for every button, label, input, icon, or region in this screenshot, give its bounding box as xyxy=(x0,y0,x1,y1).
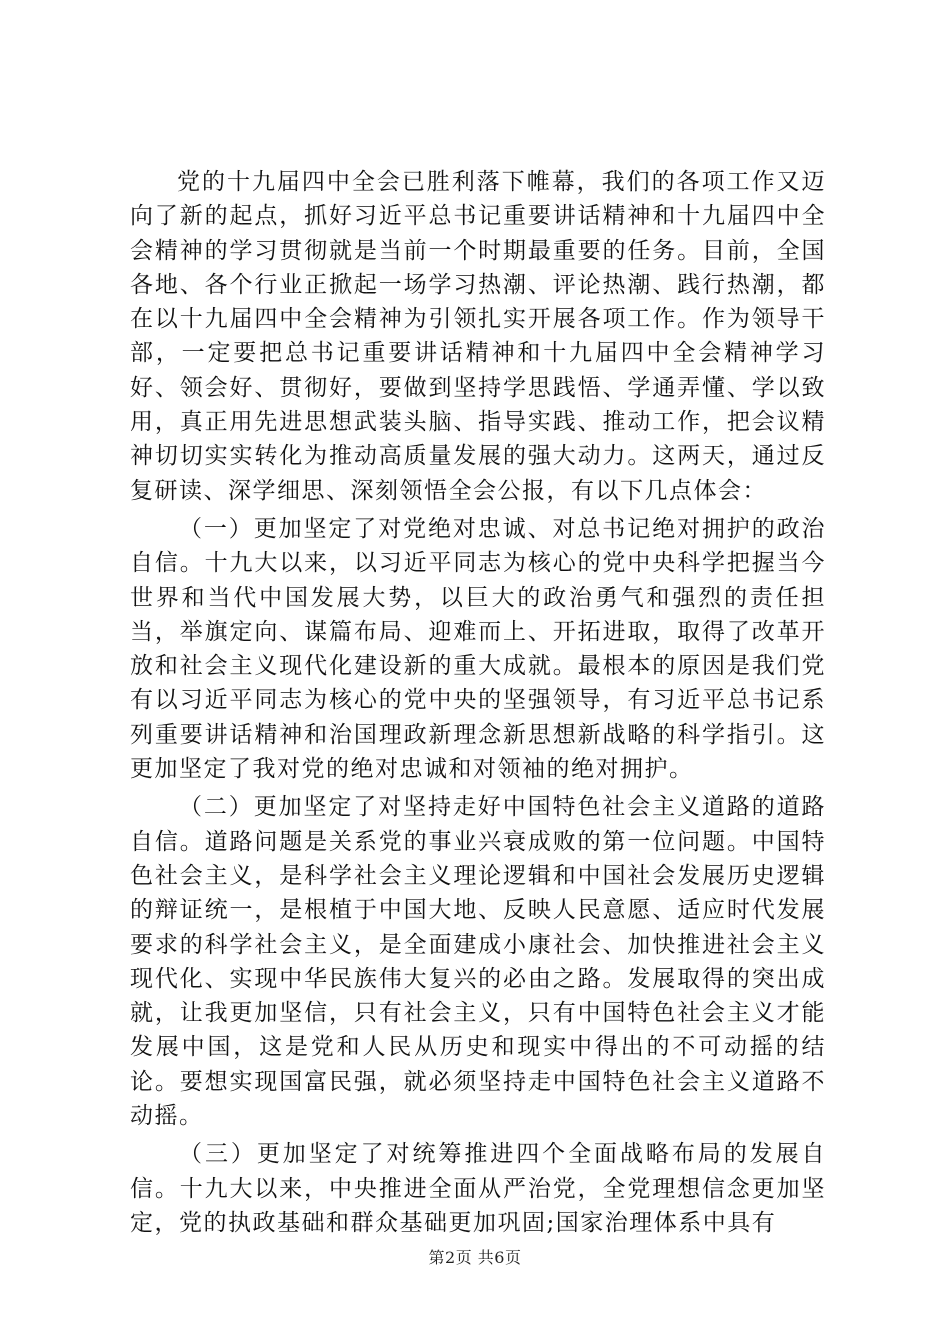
paragraph-point-3: （三）更加坚定了对统筹推进四个全面战略布局的发展自信。十九大以来，中央推进全面从严治党，全党理想信念更加坚定，党的执政基础和群众基础更加巩固;国家治理体系中具有 xyxy=(130,1141,826,1236)
paragraph-intro: 党的十九届四中全会已胜利落下帷幕，我们的各项工作又迈向了新的起点，抓好习近平总书记重要讲话精神和十九届四中全会精神的学习贯彻就是当前一个时期最重要的任务。目前，全国各地、各个行业正掀起一场学习热潮、评论热潮、践行热潮，都在以十九届四中全会精神为引领扎实开展各项工作。作为领导干部，一定要把总书记重要讲话精神和十九届四中全会精神学习好、领会好、贯彻好，要做到坚持学思践悟、学通弄懂、学以致用，真正用先进思想武装头脑、指导实践、推动工作，把会议精神切切实实转化为推动高质量发展的强大动力。这两天，通过反复研读、深学细思、深刻领悟全会公报，有以下几点体会： xyxy=(130,169,826,504)
paragraph-point-2: （二）更加坚定了对坚持走好中国特色社会主义道路的道路自信。道路问题是关系党的事业兴衰成败的第一位问题。中国特色社会主义，是科学社会主义理论逻辑和中国社会发展历史逻辑的辩证统一，是根植于中国大地、反映人民意愿、适应时代发展要求的科学社会主义，是全面建成小康社会、加快推进社会主义现代化、实现中华民族伟大复兴的必由之路。发展取得的突出成就，让我更加坚信，只有社会主义，只有中国特色社会主义才能发展中国，这是党和人民从历史和现实中得出的不可动摇的结论。要想实现国富民强，就必须坚持走中国特色社会主义道路不动摇。 xyxy=(130,794,826,1130)
document-body xyxy=(130,165,826,1244)
page-number-footer: 第2页 共6页 xyxy=(428,1248,522,1267)
paragraph-point-1: （一）更加坚定了对党绝对忠诚、对总书记绝对拥护的政治自信。十九大以来，以习近平同志为核心的党中央科学把握当今世界和当代中国发展大势，以巨大的政治勇气和强烈的责任担当，举旗定向、谋篇布局、迎难而上、开拓进取，取得了改革开放和社会主义现代化建设新的重大成就。最根本的原因是我们党有以习近平同志为核心的党中央的坚强领导，有习近平总书记系列重要讲话精神和治国理政新理念新思想新战略的科学指引。这更加坚定了我对党的绝对忠诚和对领袖的绝对拥护。 xyxy=(130,515,826,783)
